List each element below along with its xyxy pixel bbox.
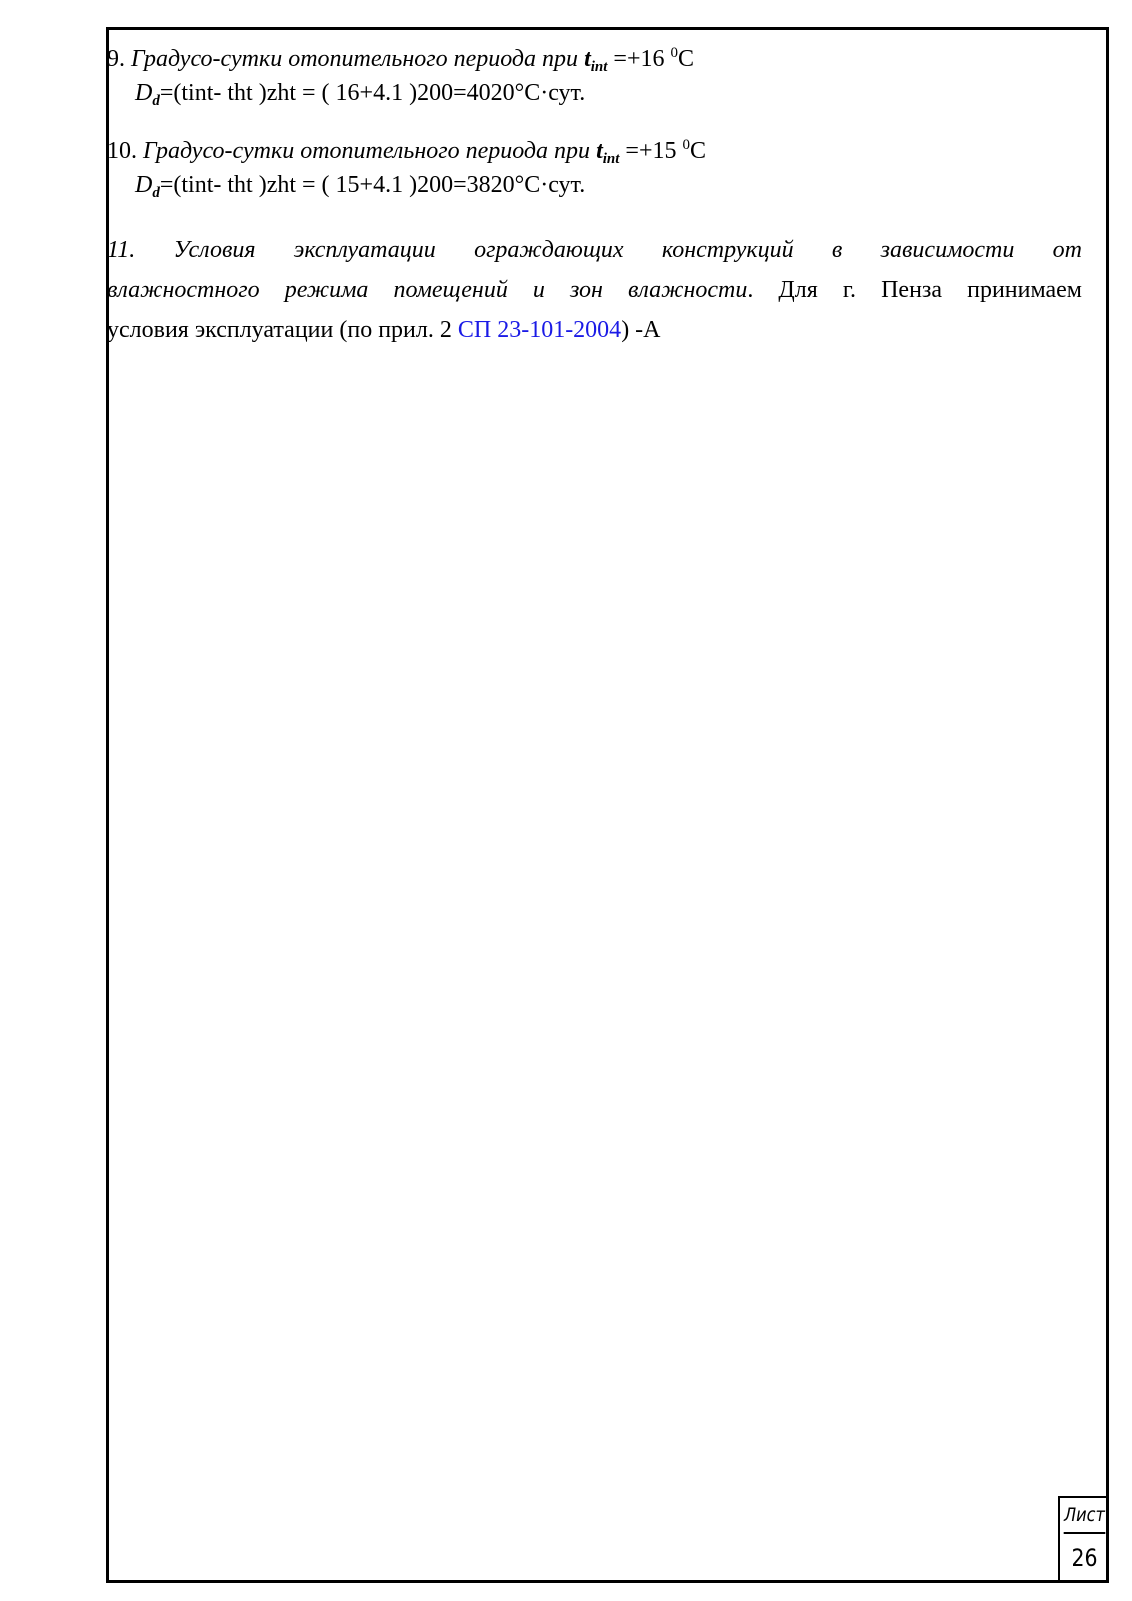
sheet-label: Лист (1064, 1498, 1106, 1534)
item9-formula: $D_d=(tint-$ tht )zht = ( 16+4.1 )200=4020°С·сут. (135, 80, 586, 109)
item11-line2: влажностного режима помещений и зон влажности. Для г. Пенза принимаем (107, 277, 1082, 303)
sheet-stamp (1058, 1496, 1109, 1583)
sheet-number: 26 (1071, 1544, 1098, 1572)
document-body (107, 42, 1082, 350)
item11-paragraph (107, 230, 1082, 350)
item10-formula: $D_d=(tint-$ tht )zht = ( 15+4.1 )200=3820°С·сут. (135, 172, 586, 201)
sp-standard-link[interactable]: СП 23-101-2004 (457, 317, 622, 343)
item10-heading: 10. Градусо-сутки отопительного периода при $t_{int} =+15$ $^0$C (107, 137, 707, 167)
item11-line1: 11. Условия эксплуатации ограждающих конструкций в зависимости от (107, 237, 1082, 263)
item9-heading: 9. Градусо-сутки отопительного периода при $t_{int} =+16$ $^0$C (107, 45, 695, 75)
item11-line3: условия эксплуатации (по прил. 2 СП 23-101-2004) -А (107, 317, 661, 343)
